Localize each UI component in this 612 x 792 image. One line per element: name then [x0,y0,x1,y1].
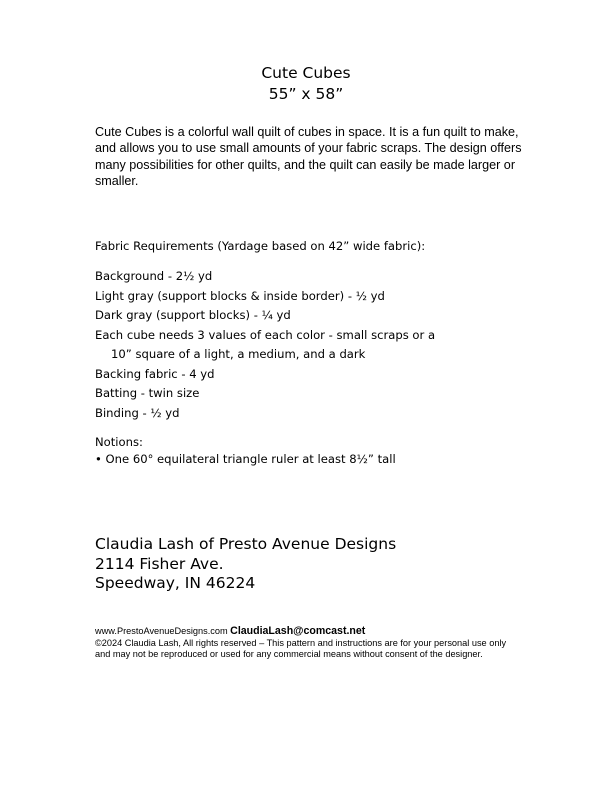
notions-section [95,434,535,467]
fabric-item: Backing fabric - 4 yd [95,366,215,381]
fabric-requirements [95,238,535,423]
fabric-item: Light gray (support blocks & inside border) - ½ yd [95,288,385,303]
street-address: 2114 Fisher Ave. [95,554,224,573]
fabric-item: Each cube needs 3 values of each color - small scraps or a [95,327,436,342]
fabric-heading: Fabric Requirements (Yardage based on 42” wide fabric): [95,239,426,253]
notions-heading: Notions: [95,435,143,449]
fabric-item: Dark gray (support blocks) - ¼ yd [95,308,291,322]
footer [95,626,515,661]
fabric-item: Background - 2½ yd [95,269,213,283]
copyright-notice: ©2024 Claudia Lash, All rights reserved – This pattern and instructions are for your personal use only and may not be reproduced or used for any commercial means without consent of the designer. [95,637,507,660]
fabric-item: Batting - twin size [95,386,200,400]
designer-name: Claudia Lash of Presto Avenue Designs [95,535,397,553]
notions-item: • One 60° equilateral triangle ruler at least 8½” tall [95,451,396,466]
fabric-item-continued: 10” square of a light, a medium, and a dark [111,347,366,361]
fabric-item: Binding - ½ yd [95,405,180,420]
intro-paragraph: Cute Cubes is a colorful wall quilt of cubes in space. It is a fun quilt to make, and allows you to use small amounts of your fabric scraps. The design offers many possibilities for other quilts, and the quilt can easily be made larger or smaller. [95,125,522,188]
website-link[interactable]: www.PrestoAvenueDesigns.com [95,626,228,636]
designer-address [95,535,535,594]
footer-contact [95,626,515,638]
page-title: Cute Cubes [261,64,351,82]
email-link[interactable]: ClaudiaLash@comcast.net [230,625,366,637]
quilt-size: 55” x 58” [268,85,344,103]
city-state-zip: Speedway, IN 46224 [95,574,256,592]
